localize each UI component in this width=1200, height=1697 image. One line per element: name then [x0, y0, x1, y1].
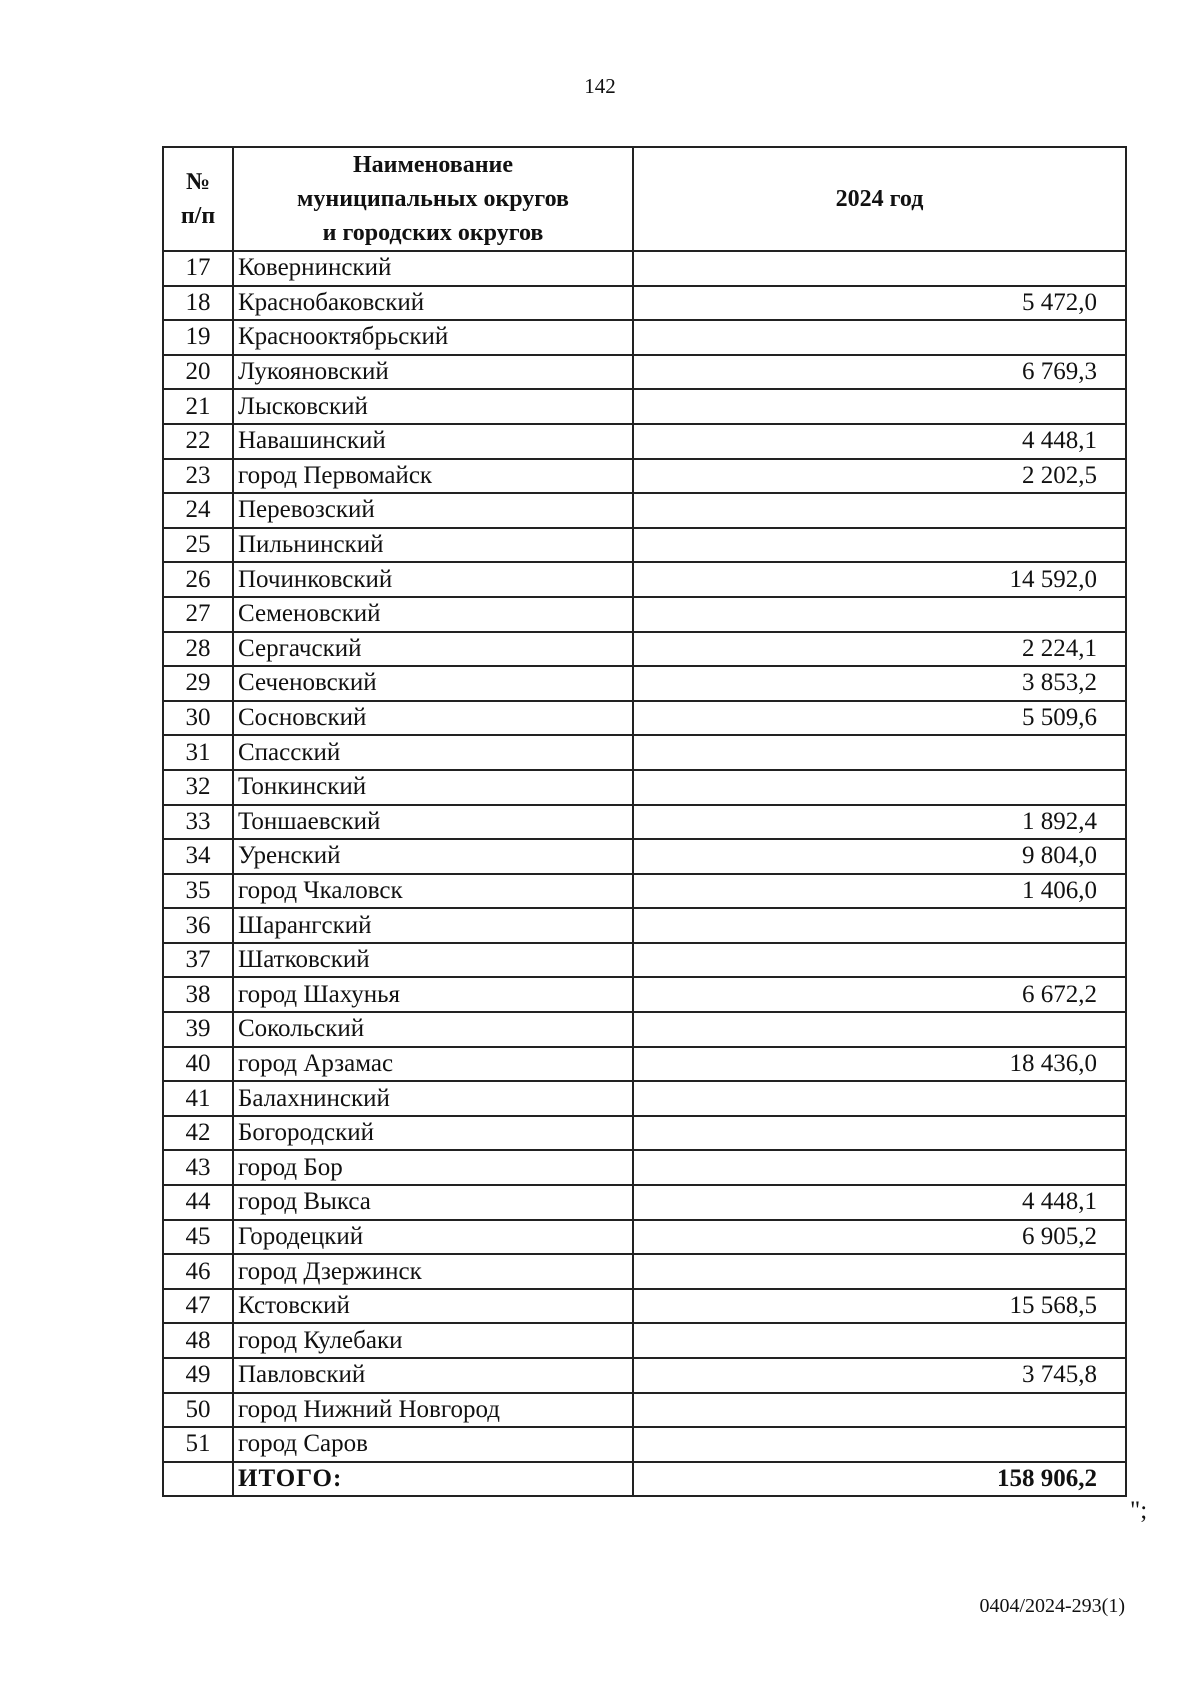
row-number: 36 [163, 908, 233, 943]
row-name: Тоншаевский [233, 805, 633, 840]
row-name: Краснобаковский [233, 286, 633, 321]
row-value: 2 202,5 [633, 459, 1126, 494]
total-label: ИТОГО: [233, 1462, 633, 1497]
row-value: 18 436,0 [633, 1047, 1126, 1082]
table-row [163, 320, 1126, 355]
row-value [633, 389, 1126, 424]
row-name: город Кулебаки [233, 1323, 633, 1358]
row-name: Сокольский [233, 1012, 633, 1047]
row-value: 1 406,0 [633, 874, 1126, 909]
row-value [633, 1081, 1126, 1116]
table-row [163, 666, 1126, 701]
header-number [163, 147, 233, 251]
row-value [633, 943, 1126, 978]
row-value: 3 853,2 [633, 666, 1126, 701]
row-number: 43 [163, 1150, 233, 1185]
row-number: 26 [163, 562, 233, 597]
table-row [163, 977, 1126, 1012]
row-number: 28 [163, 632, 233, 667]
row-name: город Чкаловск [233, 874, 633, 909]
row-number: 45 [163, 1220, 233, 1255]
row-number: 17 [163, 251, 233, 286]
row-number: 30 [163, 701, 233, 736]
table-row [163, 701, 1126, 736]
table-row [163, 1323, 1126, 1358]
table-row [163, 459, 1126, 494]
allocation-table [162, 146, 1127, 1497]
row-name: Пильнинский [233, 528, 633, 563]
table-row [163, 1289, 1126, 1324]
row-value: 1 892,4 [633, 805, 1126, 840]
row-value [633, 1323, 1126, 1358]
row-value [633, 597, 1126, 632]
table-row [163, 735, 1126, 770]
row-number: 47 [163, 1289, 233, 1324]
row-value [633, 1150, 1126, 1185]
row-value [633, 528, 1126, 563]
row-value [633, 1393, 1126, 1428]
row-value: 6 769,3 [633, 355, 1126, 390]
row-number: 31 [163, 735, 233, 770]
row-name: Краснооктябрьский [233, 320, 633, 355]
table-row [163, 355, 1126, 390]
row-number: 18 [163, 286, 233, 321]
row-number: 23 [163, 459, 233, 494]
closing-quote-mark: "; [1130, 1497, 1148, 1524]
table-row [163, 562, 1126, 597]
table-row [163, 632, 1126, 667]
row-number: 32 [163, 770, 233, 805]
row-value: 5 509,6 [633, 701, 1126, 736]
row-value: 3 745,8 [633, 1358, 1126, 1393]
row-name: город Бор [233, 1150, 633, 1185]
table-row [163, 424, 1126, 459]
row-name: город Саров [233, 1427, 633, 1462]
row-name: Шатковский [233, 943, 633, 978]
row-name: Спасский [233, 735, 633, 770]
row-name: Балахнинский [233, 1081, 633, 1116]
row-name: Лысковский [233, 389, 633, 424]
row-number: 19 [163, 320, 233, 355]
table-row [163, 1116, 1126, 1151]
table-row [163, 1012, 1126, 1047]
row-name: город Первомайск [233, 459, 633, 494]
row-name: город Дзержинск [233, 1254, 633, 1289]
row-value [633, 493, 1126, 528]
row-name: Уренский [233, 839, 633, 874]
table-row [163, 1150, 1126, 1185]
row-name: Сергачский [233, 632, 633, 667]
row-number: 50 [163, 1393, 233, 1428]
row-name: Кстовский [233, 1289, 633, 1324]
row-value: 5 472,0 [633, 286, 1126, 321]
table-row [163, 1427, 1126, 1462]
table-row [163, 943, 1126, 978]
row-value: 2 224,1 [633, 632, 1126, 667]
row-name: город Шахунья [233, 977, 633, 1012]
row-number: 20 [163, 355, 233, 390]
row-number: 51 [163, 1427, 233, 1462]
table-row [163, 805, 1126, 840]
table-row [163, 1047, 1126, 1082]
table-row [163, 1393, 1126, 1428]
row-value [633, 320, 1126, 355]
row-name: Шарангский [233, 908, 633, 943]
row-value: 6 905,2 [633, 1220, 1126, 1255]
row-number: 24 [163, 493, 233, 528]
row-value [633, 251, 1126, 286]
row-value [633, 1427, 1126, 1462]
table-row [163, 286, 1126, 321]
row-value: 4 448,1 [633, 424, 1126, 459]
table-row [163, 770, 1126, 805]
table-row [163, 1254, 1126, 1289]
row-value: 15 568,5 [633, 1289, 1126, 1324]
row-number: 21 [163, 389, 233, 424]
row-number: 44 [163, 1185, 233, 1220]
row-value: 4 448,1 [633, 1185, 1126, 1220]
document-code: 0404/2024-293(1) [979, 1595, 1125, 1617]
row-name: город Нижний Новгород [233, 1393, 633, 1428]
table-row [163, 908, 1126, 943]
row-value [633, 735, 1126, 770]
table-row [163, 597, 1126, 632]
row-number: 49 [163, 1358, 233, 1393]
row-number: 41 [163, 1081, 233, 1116]
row-name: Сосновский [233, 701, 633, 736]
row-value [633, 1116, 1126, 1151]
table-row [163, 1358, 1126, 1393]
header-name-text: Наименование муниципальных округов и городских округов [297, 152, 569, 246]
row-name: Починковский [233, 562, 633, 597]
row-number: 42 [163, 1116, 233, 1151]
row-number: 37 [163, 943, 233, 978]
table-row [163, 251, 1126, 286]
row-value: 6 672,2 [633, 977, 1126, 1012]
table-row [163, 528, 1126, 563]
row-number: 22 [163, 424, 233, 459]
total-row [163, 1462, 1126, 1497]
total-value: 158 906,2 [633, 1462, 1126, 1497]
row-number: 33 [163, 805, 233, 840]
header-number-text: № п/п [180, 169, 216, 229]
row-number: 27 [163, 597, 233, 632]
row-value [633, 908, 1126, 943]
row-name: Сеченовский [233, 666, 633, 701]
row-name: Семеновский [233, 597, 633, 632]
row-name: Перевозский [233, 493, 633, 528]
header-year-text: 2024 год [835, 186, 924, 212]
row-number: 34 [163, 839, 233, 874]
header-name [233, 147, 633, 251]
row-number: 35 [163, 874, 233, 909]
row-name: Навашинский [233, 424, 633, 459]
row-value: 9 804,0 [633, 839, 1126, 874]
row-number: 29 [163, 666, 233, 701]
row-name: Тонкинский [233, 770, 633, 805]
row-name: Городецкий [233, 1220, 633, 1255]
row-number: 48 [163, 1323, 233, 1358]
table-row [163, 839, 1126, 874]
page-number: 142 [584, 74, 616, 98]
table-row [163, 1081, 1126, 1116]
row-value [633, 1254, 1126, 1289]
table-header-row [163, 147, 1126, 251]
table-row [163, 1220, 1126, 1255]
table-row [163, 493, 1126, 528]
row-number: 39 [163, 1012, 233, 1047]
total-number-cell [163, 1462, 233, 1497]
table-body [163, 251, 1126, 1462]
row-name: Лукояновский [233, 355, 633, 390]
table-row [163, 1185, 1126, 1220]
row-number: 40 [163, 1047, 233, 1082]
row-value [633, 770, 1126, 805]
row-name: Богородский [233, 1116, 633, 1151]
table-row [163, 389, 1126, 424]
row-number: 46 [163, 1254, 233, 1289]
row-number: 25 [163, 528, 233, 563]
row-name: город Арзамас [233, 1047, 633, 1082]
table-row [163, 874, 1126, 909]
row-name: Ковернинский [233, 251, 633, 286]
header-year [633, 147, 1126, 251]
row-value: 14 592,0 [633, 562, 1126, 597]
row-value [633, 1012, 1126, 1047]
row-name: город Выкса [233, 1185, 633, 1220]
row-number: 38 [163, 977, 233, 1012]
row-name: Павловский [233, 1358, 633, 1393]
